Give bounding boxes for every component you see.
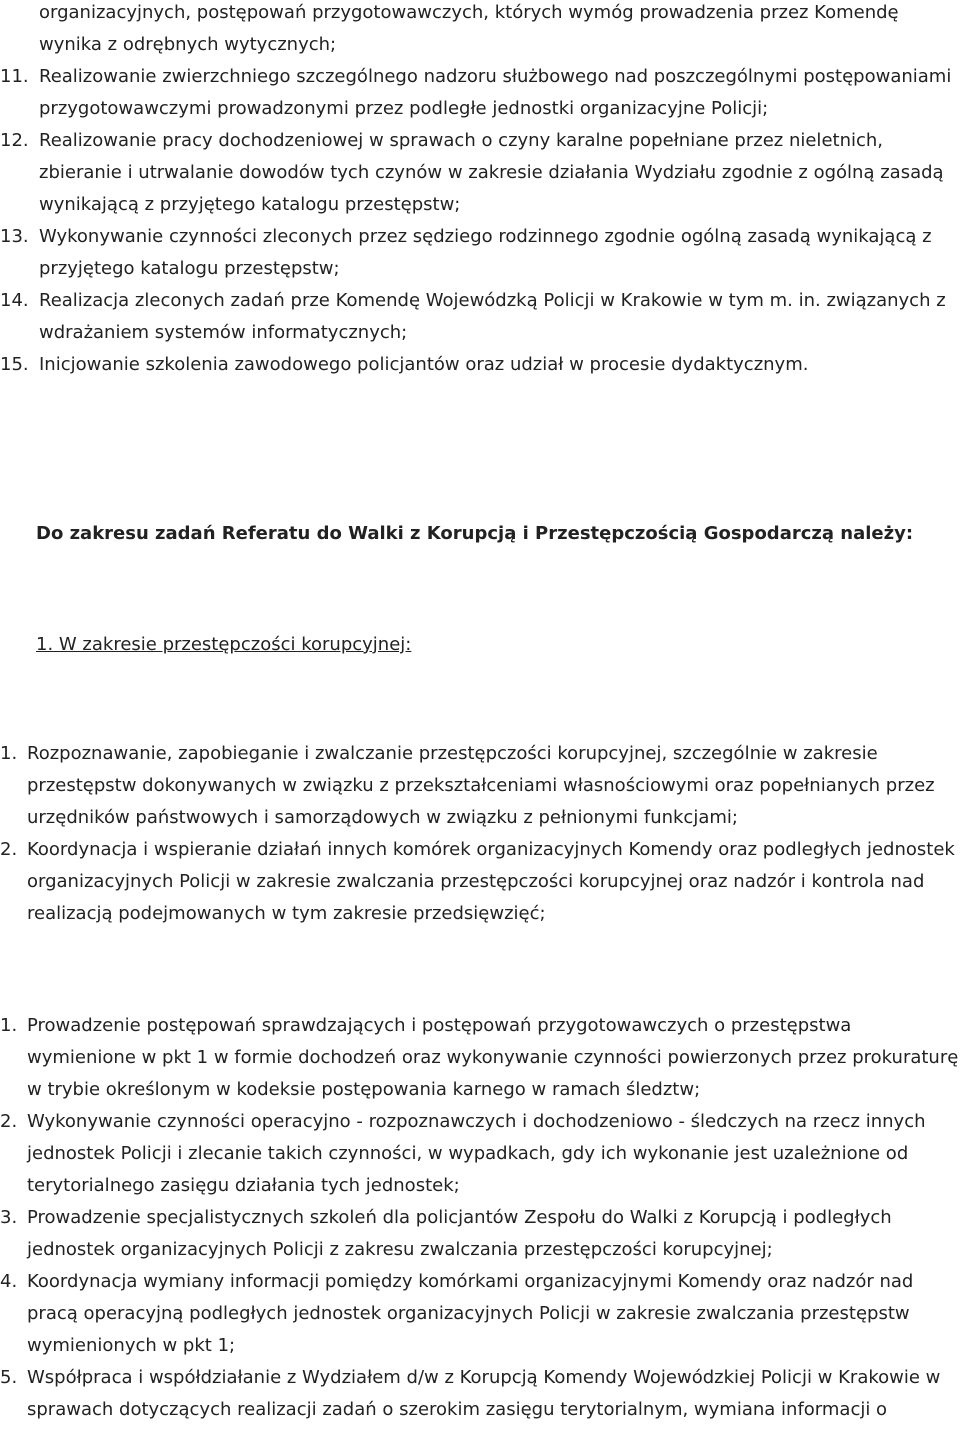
list-item-text: Współpraca i współdziałanie z Wydziałem d/w z Korupcją Komendy Wojewódzkiej Policji w Krakowie w sprawach dotyczących realizacji zadań o szerokim zasięgu terytorialnym, wymiana informacji o <box>27 1367 941 1420</box>
list-item-number: 2. <box>0 839 18 860</box>
list-item-number: 12. <box>0 130 29 151</box>
list-item-text: Realizowanie zwierzchniego szczególnego nadzoru służbowego nad poszczególnymi postępowaniami przygotowawczymi prowadzonymi przez podległe jednostki organizacyjne Policji; <box>39 66 952 119</box>
list-item-text: Koordynacja wymiany informacji pomiędzy komórkami organizacyjnymi Komendy oraz nadzór nad pracą operacyjną podległych jednostek organizacyjnych Policji w zakresie zwalczania przestępstw wymienionych w pkt 1; <box>27 1271 914 1356</box>
list-item-text: Prowadzenie specjalistycznych szkoleń dla policjantów Zespołu do Walki z Korupcją i podległych jednostek organizacyjnych Policji z zakresu zwalczania przestępczości korupcyjnej; <box>27 1207 892 1260</box>
list-item-text: Realizacja zleconych zadań prze Komendę Wojewódzką Policji w Krakowie w tym m. in. związanych z wdrażaniem systemów informatycznych; <box>39 290 946 343</box>
list-item-number: 4. <box>0 1271 18 1292</box>
list-item <box>0 221 960 285</box>
section-subheading: 1. W zakresie przestępczości korupcyjnej: <box>36 634 412 655</box>
list-item-text: Prowadzenie postępowań sprawdzających i postępowań przygotowawczych o przestępstwa wymienione w pkt 1 w formie dochodzeń oraz wykonywanie czynności powierzonych przez prokuraturę w trybie określonym w kodeksie postępowania karnego w ramach śledztw; <box>27 1015 959 1100</box>
list-item-number: 14. <box>0 290 29 311</box>
list-item-text: Rozpoznawanie, zapobieganie i zwalczanie przestępczości korupcyjnej, szczególnie w zakresie przestępstw dokonywanych w związku z przekształceniami własnościowymi oraz popełnianych przez urzędników państwowych i samorządowych w związku z pełnionymi funkcjami; <box>27 743 935 828</box>
list-item-number: 13. <box>0 226 29 247</box>
list-item-number: 15. <box>0 354 29 375</box>
list-item <box>0 125 960 221</box>
list-item-number: 1. <box>0 1015 18 1036</box>
list-item <box>0 1010 960 1106</box>
list-item-number: 11. <box>0 66 29 87</box>
list-item-number: 3. <box>0 1207 18 1228</box>
list-item-text: Inicjowanie szkolenia zawodowego policjantów oraz udział w procesie dydaktycznym. <box>39 354 809 375</box>
list-item-number: 1. <box>0 743 18 764</box>
list-item <box>0 738 960 834</box>
list-item-text: Realizowanie pracy dochodzeniowej w sprawach o czyny karalne popełniane przez nieletnich, zbieranie i utrwalanie dowodów tych czynów w zakresie działania Wydziału zgodnie z ogólną zasadą wynikającą z przyjętego katalogu przestępstw; <box>39 130 944 215</box>
task-list-procedures <box>0 1010 960 1426</box>
list-item <box>0 349 960 381</box>
list-item <box>0 1202 960 1266</box>
list-item-number: 5. <box>0 1367 18 1388</box>
list-item <box>0 285 960 349</box>
list-item <box>0 834 960 930</box>
list-item-text: Wykonywanie czynności operacyjno - rozpoznawczych i dochodzeniowo - śledczych na rzecz innych jednostek Policji i zlecanie takich czynności, w wypadkach, gdy ich wykonanie jest uzależnione od terytorialnego zasięgu działania tych jednostek; <box>27 1111 926 1196</box>
list-item-text: Wykonywanie czynności zleconych przez sędziego rodzinnego zgodnie ogólną zasadą wynikającą z przyjętego katalogu przestępstw; <box>39 226 932 279</box>
list-item <box>0 1362 960 1426</box>
section-heading: Do zakresu zadań Referatu do Walki z Korupcją i Przestępczością Gospodarczą należy: <box>36 523 914 544</box>
task-list-corruption <box>0 738 960 930</box>
list-item <box>0 61 960 125</box>
task-list-upper <box>0 0 960 381</box>
list-item-continuation <box>0 0 960 61</box>
list-item-text: organizacyjnych, postępowań przygotowawczych, których wymóg prowadzenia przez Komendę wynika z odrębnych wytycznych; <box>39 2 899 55</box>
list-item-text: Koordynacja i wspieranie działań innych komórek organizacyjnych Komendy oraz podległych jednostek organizacyjnych Policji w zakresie zwalczania przestępczości korupcyjnej oraz nadzór i kontrola nad realizacją podejmowanych w tym zakresie przedsięwzięć; <box>27 839 955 924</box>
list-item <box>0 1106 960 1202</box>
list-item <box>0 1266 960 1362</box>
list-item-number: 2. <box>0 1111 18 1132</box>
